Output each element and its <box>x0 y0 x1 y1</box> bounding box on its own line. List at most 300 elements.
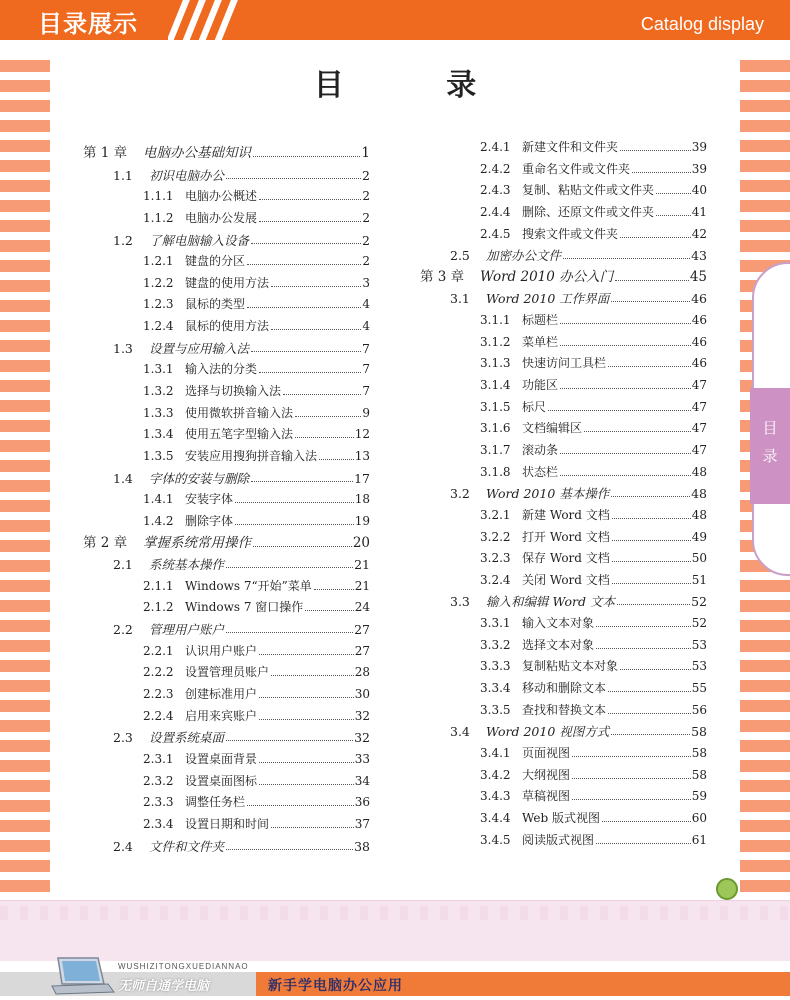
toc-entry-page: 58 <box>691 724 707 740</box>
toc-dot-leader <box>560 310 691 324</box>
toc-entry[interactable] <box>420 830 707 852</box>
toc-entry-title: 文档编辑区 <box>522 421 583 436</box>
toc-entry-title: Word 2010 视图方式 <box>486 724 610 740</box>
toc-entry-title: 设置系统桌面 <box>149 730 225 746</box>
toc-dot-leader <box>617 591 690 605</box>
toc-entry[interactable] <box>83 316 370 338</box>
toc-entry-title: 创建标准用户 <box>185 687 258 702</box>
toc-entry-number: 1.3.3 <box>143 405 174 420</box>
toc-dot-leader <box>612 505 691 519</box>
toc-entry-page: 43 <box>691 248 707 264</box>
toc-entry-number: 3.3.1 <box>480 616 511 631</box>
toc-dot-leader <box>271 814 354 828</box>
toc-entry[interactable] <box>83 706 370 728</box>
toc-entry[interactable] <box>83 792 370 814</box>
toc-dot-leader <box>608 353 691 367</box>
toc-dot-leader <box>620 656 691 670</box>
toc-entry-page: 40 <box>691 183 707 198</box>
toc-dot-leader <box>612 548 691 562</box>
toc-entry-number: 2.1.2 <box>143 600 174 615</box>
toc-entry-title: Windows 7“开始”菜单 <box>185 578 312 593</box>
toc-entry-title: 管理用户账户 <box>149 622 225 638</box>
toc-entry[interactable] <box>83 554 370 576</box>
toc-dot-leader <box>295 424 354 438</box>
toc-entry[interactable] <box>420 353 707 375</box>
toc-dot-leader <box>271 316 361 330</box>
toc-dot-leader <box>560 375 691 389</box>
toc-entry[interactable] <box>83 273 370 295</box>
toc-entry[interactable] <box>420 765 707 787</box>
toc-dot-leader <box>259 359 361 373</box>
toc-entry-title: 认识用户账户 <box>185 643 258 658</box>
toc-entry-number: 2.2.4 <box>143 708 174 723</box>
toc-entry-page: 38 <box>354 838 370 854</box>
toc-entry-number: 2.3.1 <box>143 751 174 766</box>
toc-entry[interactable] <box>83 511 370 533</box>
toc-entry[interactable] <box>83 641 370 663</box>
toc-entry-page: 27 <box>354 643 370 658</box>
toc-entry[interactable] <box>83 208 370 230</box>
toc-entry-number: 3.2.4 <box>480 572 511 587</box>
toc-dot-leader <box>611 288 690 302</box>
toc-entry[interactable] <box>83 836 370 858</box>
toc-dot-leader <box>656 180 691 194</box>
toc-entry-page: 28 <box>354 665 370 680</box>
toc-dot-leader <box>620 137 691 151</box>
toc-entry-page: 58 <box>691 767 707 782</box>
toc-entry-number: 2.1.1 <box>143 578 174 593</box>
toc-entry-page: 47 <box>691 378 707 393</box>
toc-entry-page: 58 <box>691 745 707 760</box>
toc-dot-leader <box>611 721 690 735</box>
toc-entry[interactable] <box>420 224 707 246</box>
toc-entry-number: 第 1 章 <box>83 145 128 161</box>
toc-right-column <box>420 137 707 851</box>
toc-entry[interactable] <box>83 489 370 511</box>
toc-entry-number: 1.3.5 <box>143 448 174 463</box>
toc-entry-number: 1.4 <box>113 470 133 486</box>
toc-entry-title: 调整任务栏 <box>185 795 246 810</box>
toc-entry-title: 键盘的使用方法 <box>185 275 270 290</box>
toc-entry-number: 1.2.1 <box>143 254 174 269</box>
toc-entry[interactable] <box>83 597 370 619</box>
toc-entry-page: 18 <box>354 492 370 507</box>
toc-entry-page: 20 <box>352 534 370 551</box>
toc-entry[interactable] <box>420 656 707 678</box>
toc-entry[interactable] <box>83 749 370 771</box>
toc-entry[interactable] <box>83 814 370 836</box>
side-tab-char: 录 <box>762 447 778 465</box>
toc-entry[interactable] <box>420 462 707 484</box>
toc-dot-leader <box>584 418 691 432</box>
toc-entry-number: 1.1 <box>113 167 133 183</box>
toc-entry-title: 重命名文件或文件夹 <box>522 161 631 176</box>
toc-entry-title: 了解电脑输入设备 <box>149 232 250 248</box>
toc-entry-number: 3.1.6 <box>480 421 511 436</box>
toc-entry[interactable] <box>83 381 370 403</box>
toc-dot-leader <box>251 468 353 482</box>
toc-entry-page: 34 <box>354 773 370 788</box>
toc-entry[interactable] <box>83 771 370 793</box>
toc-entry[interactable] <box>420 808 707 830</box>
toc-entry-page: 7 <box>362 384 370 399</box>
toc-dot-leader <box>560 462 691 476</box>
toc-entry[interactable] <box>420 591 707 613</box>
toc-dot-leader <box>596 830 691 844</box>
toc-entry-page: 60 <box>691 810 707 825</box>
toc-dot-leader <box>560 440 691 454</box>
toc-dot-leader <box>253 143 360 157</box>
toc-entry-number: 2.3.4 <box>143 816 174 831</box>
toc-entry-number: 1.4.1 <box>143 492 174 507</box>
toc-dot-leader <box>226 165 361 179</box>
toc-entry-number: 1.1.2 <box>143 210 174 225</box>
toc-entry-page: 32 <box>354 730 370 746</box>
toc-entry[interactable] <box>420 635 707 657</box>
toc-entry[interactable] <box>420 613 707 635</box>
toc-entry-title: 设置日期和时间 <box>185 816 270 831</box>
toc-entry[interactable] <box>420 721 707 743</box>
toc-entry-number: 1.2.3 <box>143 297 174 312</box>
toc-entry-title: 输入文本对象 <box>522 616 595 631</box>
toc-entry-title: 字体的安装与删除 <box>149 470 250 486</box>
toc-entry[interactable] <box>420 310 707 332</box>
toc-dot-leader <box>259 641 354 655</box>
toc-entry[interactable] <box>83 684 370 706</box>
toc-dot-leader <box>615 267 689 281</box>
toc-entry-title: 安装应用搜狗拼音输入法 <box>185 448 318 463</box>
toc-dot-leader <box>226 619 353 633</box>
toc-entry-number: 3.4 <box>450 724 470 740</box>
toc-entry-page: 46 <box>691 313 707 328</box>
toc-entry[interactable] <box>83 230 370 252</box>
toc-entry-page: 53 <box>691 637 707 652</box>
toc-entry[interactable] <box>420 786 707 808</box>
toc-entry-number: 3.1.3 <box>480 356 511 371</box>
toc-entry-number: 2.2.3 <box>143 687 174 702</box>
toc-entry[interactable] <box>420 245 707 267</box>
toc-entry[interactable] <box>420 418 707 440</box>
toc-entry-page: 52 <box>691 594 707 610</box>
toc-entry[interactable] <box>83 359 370 381</box>
toc-entry-page: 48 <box>691 486 707 502</box>
header-bar <box>0 0 790 40</box>
toc-entry-title: 设置管理员账户 <box>185 665 270 680</box>
toc-entry-page: 19 <box>354 513 370 528</box>
toc-entry-number: 1.3.4 <box>143 427 174 442</box>
toc-entry[interactable] <box>420 397 707 419</box>
toc-entry-number: 1.1.1 <box>143 189 174 204</box>
toc-entry-page: 61 <box>691 832 707 847</box>
toc-entry-page: 24 <box>354 600 370 615</box>
toc-dot-leader <box>259 208 361 222</box>
toc-entry[interactable] <box>420 332 707 354</box>
toc-entry-number: 3.3.4 <box>480 681 511 696</box>
toc-entry-page: 47 <box>691 421 707 436</box>
toc-entry-number: 2.3 <box>113 730 133 746</box>
toc-dot-leader <box>247 792 354 806</box>
toc-entry-page: 17 <box>354 470 370 486</box>
toc-entry[interactable] <box>83 468 370 490</box>
toc-dot-leader <box>572 743 691 757</box>
toc-entry[interactable] <box>83 727 370 749</box>
toc-entry-number: 2.1 <box>113 557 133 573</box>
toc-entry[interactable] <box>83 143 370 165</box>
toc-entry-title: Windows 7 窗口操作 <box>185 600 304 615</box>
toc-entry-number: 3.2.2 <box>480 529 511 544</box>
toc-entry-number: 1.2.4 <box>143 319 174 334</box>
toc-dot-leader <box>283 381 361 395</box>
toc-entry-page: 21 <box>354 557 370 573</box>
toc-entry-title: 复制粘贴文本对象 <box>522 659 619 674</box>
toc-entry-page: 55 <box>691 681 707 696</box>
toc-entry[interactable] <box>420 202 707 224</box>
toc-entry-title: 设置桌面背景 <box>185 751 258 766</box>
disc-icon <box>716 878 738 900</box>
toc-entry-page: 4 <box>362 319 370 334</box>
toc-entry-number: 3.3.2 <box>480 637 511 652</box>
toc-entry-number: 3.1.8 <box>480 464 511 479</box>
toc-left-column <box>83 143 370 857</box>
toc-entry-title: 关闭 Word 文档 <box>522 572 610 587</box>
toc-entry-number: 2.5 <box>450 248 470 264</box>
toc-entry-number: 2.4.4 <box>480 204 511 219</box>
toc-entry[interactable] <box>420 137 707 159</box>
toc-entry-title: 鼠标的使用方法 <box>185 319 270 334</box>
toc-entry[interactable] <box>420 159 707 181</box>
toc-entry-page: 36 <box>354 795 370 810</box>
toc-entry-page: 4 <box>362 297 370 312</box>
toc-entry[interactable] <box>83 446 370 468</box>
toc-entry[interactable] <box>420 288 707 310</box>
toc-entry-page: 13 <box>354 448 370 463</box>
toc-dot-leader <box>596 635 691 649</box>
toc-entry-number: 3.3 <box>450 594 470 610</box>
toc-entry[interactable] <box>420 505 707 527</box>
toc-entry-title: 系统基本操作 <box>149 557 225 573</box>
left-stripes-decoration <box>0 60 50 898</box>
toc-entry[interactable] <box>83 294 370 316</box>
footer-book-title: 新手学电脑办公应用 <box>268 978 403 994</box>
toc-entry-title: 电脑办公基础知识 <box>143 145 251 161</box>
toc-entry-number: 3.1 <box>450 291 470 307</box>
toc-entry-page: 27 <box>354 622 370 638</box>
toc-dot-leader <box>608 678 691 692</box>
toc-entry[interactable] <box>420 700 707 722</box>
toc-dot-leader <box>295 403 361 417</box>
toc-entry-number: 2.4 <box>113 838 133 854</box>
toc-entry[interactable] <box>83 251 370 273</box>
side-tab-char: 目 <box>762 419 778 437</box>
toc-entry-title: 设置与应用输入法 <box>149 340 250 356</box>
toc-entry-page: 7 <box>362 340 370 356</box>
toc-entry-page: 49 <box>691 529 707 544</box>
toc-entry-title: 设置桌面图标 <box>185 773 258 788</box>
toc-dot-leader <box>235 511 354 525</box>
toc-dot-leader <box>314 576 354 590</box>
toc-entry-number: 2.4.5 <box>480 226 511 241</box>
toc-entry-title: 删除字体 <box>185 513 234 528</box>
header-subtitle: Catalog display <box>640 14 764 34</box>
laptop-icon <box>48 956 116 996</box>
toc-entry-page: 12 <box>354 427 370 442</box>
toc-dot-leader <box>548 397 691 411</box>
toc-dot-leader <box>612 527 691 541</box>
toc-entry-page: 2 <box>362 210 370 225</box>
toc-entry-title: 输入法的分类 <box>185 362 258 377</box>
toc-entry-page: 46 <box>691 334 707 349</box>
toc-entry-page: 41 <box>691 204 707 219</box>
toc-entry-page: 46 <box>691 291 707 307</box>
toc-dot-leader <box>656 202 691 216</box>
toc-dot-leader <box>271 662 354 676</box>
toc-dot-leader <box>251 338 361 352</box>
toc-entry-title: 阅读版式视图 <box>522 832 595 847</box>
toc-entry-page: 47 <box>691 442 707 457</box>
toc-entry-page: 46 <box>691 356 707 371</box>
toc-entry-title: 加密办公文件 <box>486 248 562 264</box>
toc-entry[interactable] <box>420 743 707 765</box>
toc-entry-number: 2.3.3 <box>143 795 174 810</box>
toc-entry[interactable] <box>83 662 370 684</box>
toc-entry-title: Word 2010 工作界面 <box>486 291 610 307</box>
toc-entry-number: 第 3 章 <box>420 268 465 285</box>
toc-entry-title: 电脑办公发展 <box>185 210 258 225</box>
toc-entry-number: 1.3 <box>113 340 133 356</box>
toc-entry[interactable] <box>83 165 370 187</box>
toc-entry-title: 滚动条 <box>522 442 559 457</box>
toc-dot-leader <box>259 186 361 200</box>
toc-entry-page: 53 <box>691 659 707 674</box>
toc-entry[interactable] <box>420 375 707 397</box>
page-title: 目 录 <box>313 68 523 103</box>
toc-dot-leader <box>259 684 354 698</box>
toc-entry-number: 3.4.2 <box>480 767 511 782</box>
toc-dot-leader <box>253 533 352 547</box>
toc-dot-leader <box>572 786 691 800</box>
toc-entry-page: 1 <box>361 145 370 161</box>
toc-entry-page: 52 <box>691 616 707 631</box>
toc-entry-page: 56 <box>691 702 707 717</box>
toc-entry-page: 33 <box>354 751 370 766</box>
toc-entry[interactable] <box>420 678 707 700</box>
toc-entry[interactable] <box>83 403 370 425</box>
toc-entry-number: 1.3.2 <box>143 384 174 399</box>
toc-entry-title: 搜索文件或文件夹 <box>522 226 619 241</box>
toc-entry-title: 移动和删除文本 <box>522 681 607 696</box>
toc-entry-title: 选择文本对象 <box>522 637 595 652</box>
toc-entry[interactable] <box>83 186 370 208</box>
toc-entry-title: 页面视图 <box>522 745 571 760</box>
toc-entry-title: Word 2010 办公入门 <box>480 268 614 285</box>
toc-entry-number: 3.2.3 <box>480 551 511 566</box>
toc-entry-title: 电脑办公概述 <box>185 189 258 204</box>
toc-dot-leader <box>226 836 353 850</box>
toc-entry[interactable] <box>83 338 370 360</box>
toc-entry-title: 键盘的分区 <box>185 254 246 269</box>
toc-entry[interactable] <box>420 440 707 462</box>
toc-entry-title: 使用五笔字型输入法 <box>185 427 294 442</box>
toc-entry-number: 3.3.5 <box>480 702 511 717</box>
toc-entry[interactable] <box>83 619 370 641</box>
toc-entry-number: 3.1.1 <box>480 313 511 328</box>
toc-dot-leader <box>251 230 361 244</box>
toc-entry[interactable] <box>83 533 370 555</box>
toc-entry-title: 查找和替换文本 <box>522 702 607 717</box>
toc-entry-page: 39 <box>691 140 707 154</box>
toc-entry-title: 文件和文件夹 <box>149 838 225 854</box>
toc-entry-page: 50 <box>691 551 707 566</box>
toc-entry-number: 3.1.7 <box>480 442 511 457</box>
toc-dot-leader <box>319 446 354 460</box>
toc-entry-title: 大纲视图 <box>522 767 571 782</box>
toc-entry-number: 3.2 <box>450 486 470 502</box>
toc-entry-number: 2.2.1 <box>143 643 174 658</box>
toc-dot-leader <box>259 771 354 785</box>
toc-entry-title: 输入和编辑 Word 文本 <box>486 594 615 610</box>
toc-entry-page: 9 <box>362 405 370 420</box>
toc-entry-title: 启用来宾账户 <box>185 708 258 723</box>
toc-entry[interactable] <box>83 424 370 446</box>
toc-entry-number: 3.4.1 <box>480 745 511 760</box>
toc-entry-number: 3.4.3 <box>480 789 511 804</box>
toc-entry[interactable] <box>83 576 370 598</box>
header-title: 目录展示 <box>38 10 138 38</box>
toc-dot-leader <box>226 554 353 568</box>
toc-entry[interactable] <box>420 548 707 570</box>
toc-entry-title: 选择与切换输入法 <box>185 384 282 399</box>
toc-entry-page: 3 <box>362 275 370 290</box>
toc-entry[interactable] <box>420 527 707 549</box>
toc-entry-page: 47 <box>691 399 707 414</box>
toc-entry-number: 2.3.2 <box>143 773 174 788</box>
toc-entry[interactable] <box>420 570 707 592</box>
toc-entry-number: 3.1.4 <box>480 378 511 393</box>
toc-entry-page: 30 <box>354 687 370 702</box>
toc-dot-leader <box>611 483 690 497</box>
toc-dot-leader <box>271 273 361 287</box>
toc-entry-title: 安装字体 <box>185 492 234 507</box>
toc-dot-leader <box>632 159 691 173</box>
toc-entry-title: 鼠标的类型 <box>185 297 246 312</box>
toc-entry-page: 48 <box>691 507 707 522</box>
toc-entry-number: 1.2 <box>113 232 133 248</box>
toc-entry-page: 2 <box>362 232 370 248</box>
toc-dot-leader <box>612 570 691 584</box>
toc-entry-title: 标题栏 <box>522 313 559 328</box>
toc-entry-title: 草稿视图 <box>522 789 571 804</box>
toc-dot-leader <box>596 613 691 627</box>
toc-dot-leader <box>247 294 361 308</box>
toc-entry-number: 1.4.2 <box>143 513 174 528</box>
toc-entry-page: 7 <box>362 362 370 377</box>
side-tab <box>750 388 790 504</box>
toc-entry[interactable] <box>420 267 707 289</box>
toc-entry[interactable] <box>420 180 707 202</box>
toc-dot-leader <box>305 597 353 611</box>
toc-entry-title: 使用微软拼音输入法 <box>185 405 294 420</box>
toc-entry-number: 3.2.1 <box>480 507 511 522</box>
toc-entry-title: 打开 Word 文档 <box>522 529 610 544</box>
toc-dot-leader <box>259 706 354 720</box>
toc-entry[interactable] <box>420 483 707 505</box>
toc-entry-page: 51 <box>691 572 707 587</box>
toc-dot-leader <box>602 808 691 822</box>
toc-entry-page: 2 <box>362 254 370 269</box>
toc-entry-title: Web 版式视图 <box>522 810 600 825</box>
toc-entry-number: 2.2.2 <box>143 665 174 680</box>
toc-entry-page: 42 <box>691 226 707 241</box>
